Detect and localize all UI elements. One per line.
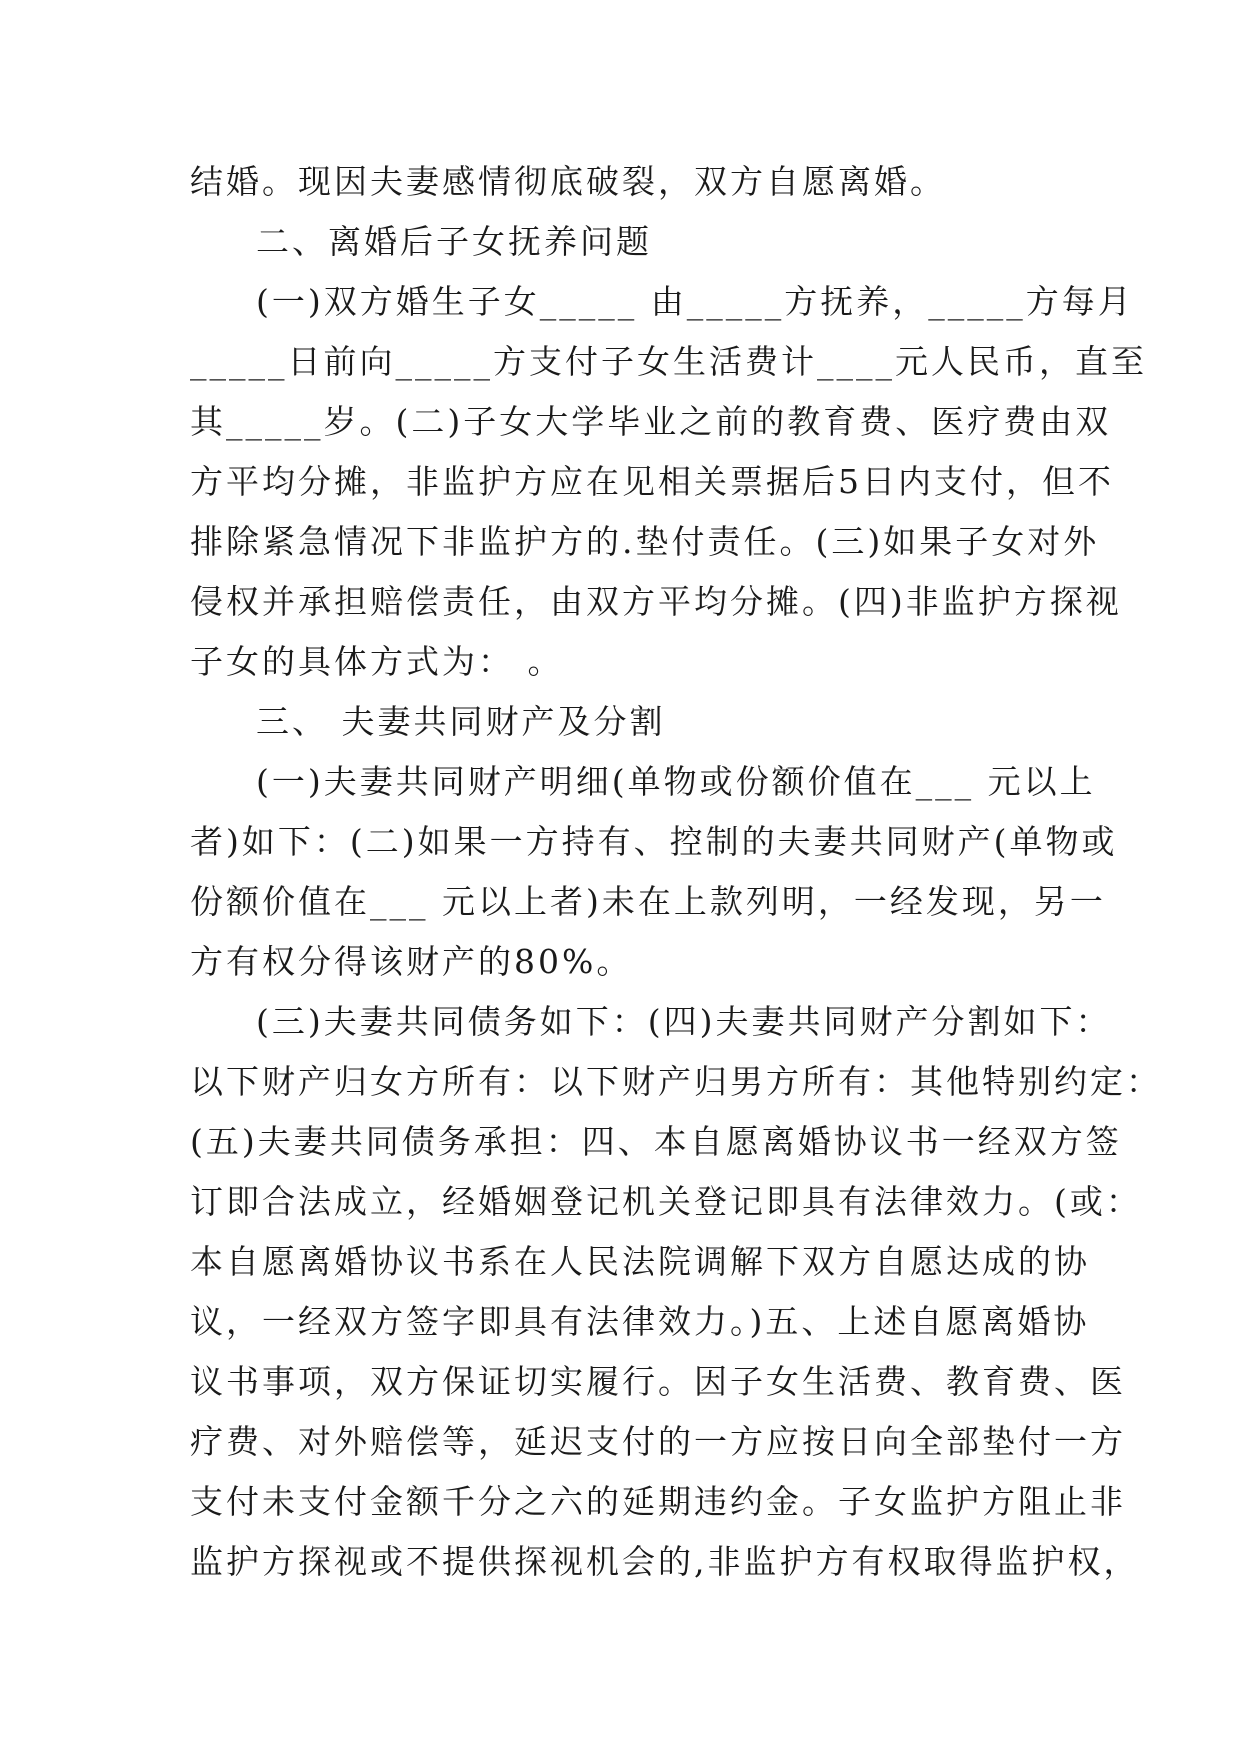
text-line-16: 以下财产归女方所有：以下财产归男方所有：其他特别约定： [190,1062,1162,1101]
text-line-23: 支付未支付金额千分之六的延期违约金。子女监护方阻止非 [190,1482,1126,1521]
text-line-12: 者)如下：(二)如果一方持有、控制的夫妻共同财产(单物或 [190,822,1118,861]
text-line-6: 方平均分摊，非监护方应在见相关票据后5日内支付，但不 [190,462,1114,501]
text-line-8: 侵权并承担赔偿责任，由双方平均分摊。(四)非监护方探视 [190,582,1122,621]
text-line-15: (三)夫妻共同债务如下：(四)夫妻共同财产分割如下： [256,1002,1112,1041]
text-line-14: 方有权分得该财产的80%。 [190,942,633,981]
text-line-19: 本自愿离婚协议书系在人民法院调解下双方自愿达成的协 [190,1242,1090,1281]
text-line-18: 订即合法成立，经婚姻登记机关登记即具有法律效力。(或： [190,1182,1142,1221]
text-line-7: 排除紧急情况下非监护方的.垫付责任。(三)如果子女对外 [190,522,1100,561]
text-line-13: 份额价值在___ 元以上者)未在上款列明，一经发现，另一 [190,882,1106,921]
text-line-20: 议，一经双方签字即具有法律效力。)五、上述自愿离婚协 [190,1302,1090,1341]
text-line-11: (一)夫妻共同财产明细(单物或份额价值在___ 元以上 [256,762,1096,801]
text-line-24: 监护方探视或不提供探视机会的,非监护方有权取得监护权， [190,1542,1140,1581]
text-line-3: (一)双方婚生子女_____ 由_____方抚养，_____方每月 [256,282,1134,321]
text-line-1: 结婚。现因夫妻感情彻底破裂，双方自愿离婚。 [190,162,946,201]
text-line-22: 疗费、对外赔偿等，延迟支付的一方应按日向全部垫付一方 [190,1422,1126,1461]
text-line-21: 议书事项，双方保证切实履行。因子女生活费、教育费、医 [190,1362,1126,1401]
text-line-17: (五)夫妻共同债务承担：四、本自愿离婚协议书一经双方签 [190,1122,1122,1161]
text-line-5: 其_____岁。(二)子女大学毕业之前的教育费、医疗费由双 [190,402,1112,441]
section-heading-3: 三、 夫妻共同财产及分割 [256,702,666,741]
section-heading-2: 二、离婚后子女抚养问题 [256,222,652,261]
text-line-9: 子女的具体方式为： 。 [190,642,564,681]
text-line-4: _____日前向_____方支付子女生活费计____元人民币，直至 [190,342,1147,381]
